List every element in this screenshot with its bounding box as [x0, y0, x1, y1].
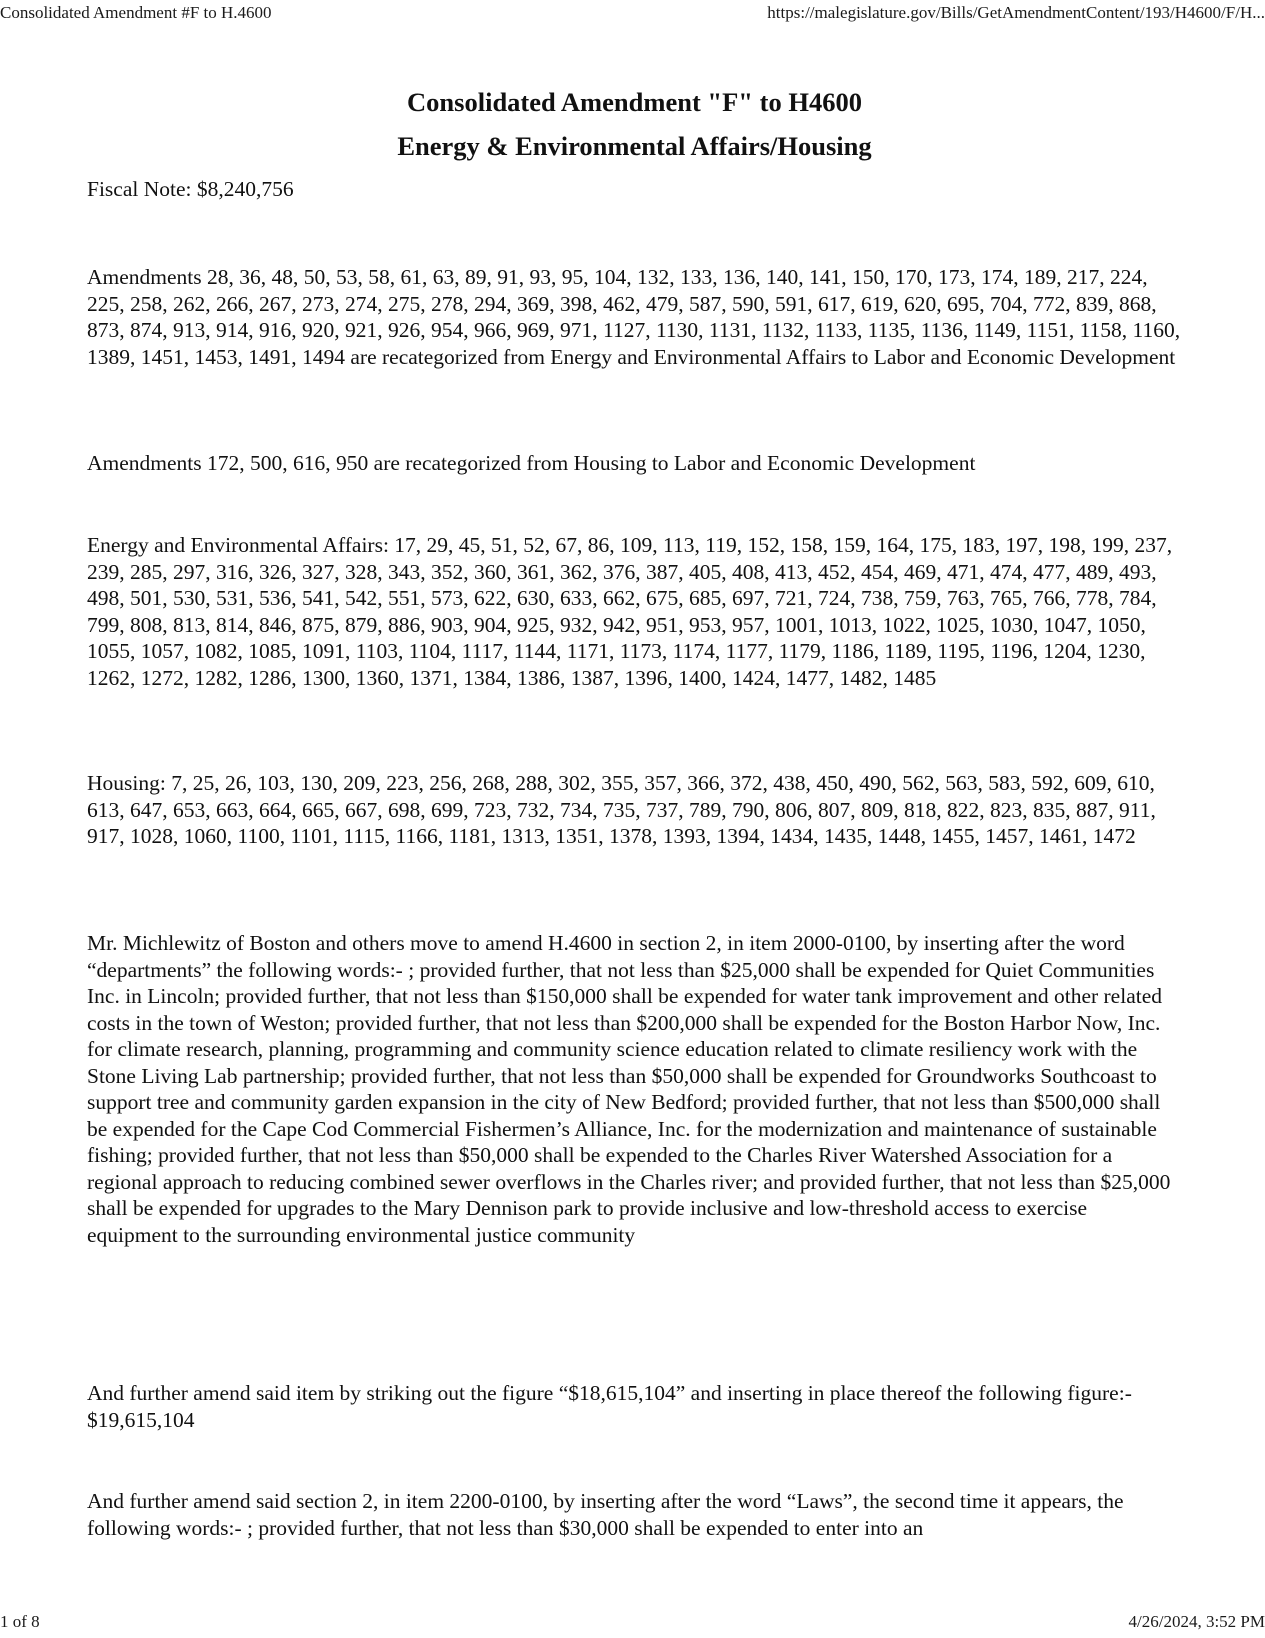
print-timestamp: 4/26/2024, 3:52 PM	[1128, 1612, 1265, 1631]
housing-amendments-list: Housing: 7, 25, 26, 103, 130, 209, 223, 256, 268, 288, 302, 355, 357, 366, 372, 438, 450, 490, 562, 563, 583, 592, 609, 610, 613, 647, 653, 663, 664, 665, 667, 698, 699, 723, 732, 734, 735, 737, 789, 790, 806, 807, 809, 818, 822, 823, 835, 887, 911, 917, 1028, 1060, 1100, 1101, 1115, 1166, 1181, 1313, 1351, 1378, 1393, 1394, 1434, 1435, 1448, 1455, 1457, 1461, 1472	[87, 771, 1156, 848]
fiscal-note: Fiscal Note: $8,240,756	[87, 177, 294, 201]
eea-amendments-list: Energy and Environmental Affairs: 17, 29, 45, 51, 52, 67, 86, 109, 113, 119, 152, 158, 159, 164, 175, 183, 197, 198, 199, 237, 239, 285, 297, 316, 326, 327, 328, 343, 352, 360, 361, 362, 376, 387, 405, 408, 413, 452, 454, 469, 471, 474, 477, 489, 493, 498, 501, 530, 531, 536, 541, 542, 551, 573, 622, 630, 633, 662, 675, 685, 697, 721, 724, 738, 759, 763, 765, 766, 778, 784, 799, 808, 813, 814, 846, 875, 879, 886, 903, 904, 925, 932, 942, 951, 953, 957, 1001, 1013, 1022, 1025, 1030, 1047, 1050, 1055, 1057, 1082, 1085, 1091, 1103, 1104, 1117, 1144, 1171, 1173, 1174, 1177, 1179, 1186, 1189, 1195, 1196, 1204, 1230, 1262, 1272, 1282, 1286, 1300, 1360, 1371, 1384, 1386, 1387, 1396, 1400, 1424, 1477, 1482, 1485	[87, 533, 1173, 690]
print-header	[0, 0, 1265, 26]
print-page-title: Consolidated Amendment #F to H.4600	[0, 3, 272, 22]
further-amend-figure-paragraph: And further amend said item by striking out the figure “$18,615,104” and inserting in place thereof the following figure:- $19,615,104	[87, 1381, 1132, 1432]
document-subtitle: Energy & Environmental Affairs/Housing	[397, 131, 872, 161]
recategorized-eea-paragraph: Amendments 28, 36, 48, 50, 53, 58, 61, 63, 89, 91, 93, 95, 104, 132, 133, 136, 140, 141, 150, 170, 173, 174, 189, 217, 224, 225, 258, 262, 266, 267, 273, 274, 275, 278, 294, 369, 398, 462, 479, 587, 590, 591, 617, 619, 620, 695, 704, 772, 839, 868, 873, 874, 913, 914, 916, 920, 921, 926, 954, 966, 969, 971, 1127, 1130, 1131, 1132, 1133, 1135, 1136, 1149, 1151, 1158, 1160, 1389, 1451, 1453, 1491, 1494 are recategorized from Energy and Environmental Affairs to Labor and Economic Development	[87, 265, 1181, 369]
print-url: https://malegislature.gov/Bills/GetAmendmentContent/193/H4600/F/H...	[767, 3, 1265, 22]
recategorized-housing-paragraph: Amendments 172, 500, 616, 950 are recategorized from Housing to Labor and Economic Development	[87, 451, 976, 475]
motion-paragraph: Mr. Michlewitz of Boston and others move to amend H.4600 in section 2, in item 2000-0100, by inserting after the word “departments” the following words:- ; provided further, that not less than $25,000 shall be expended for Quiet Communities Inc. in Lincoln; provided further, that not less than $150,000 shall be expended for water tank improvement and other related costs in the town of Weston; provided further, that not less than $200,000 shall be expended for the Boston Harbor Now, Inc. for climate research, planning, programming and community science education related to climate resiliency work with the Stone Living Lab partnership; provided further, that not less than $50,000 shall be expended for Groundworks Southcoast to support tree and community garden expansion in the city of New Bedford; provided further, that not less than $500,000 shall be expended for the Cape Cod Commercial Fishermen’s Alliance, Inc. for the modernization and maintenance of sustainable fishing; provided further, that not less than $50,000 shall be expended to the Charles River Watershed Association for a regional approach to reducing combined sewer overflows in the Charles river; and provided further, that not less than $25,000 shall be expended for upgrades to the Mary Dennison park to provide inclusive and low-threshold access to exercise equipment to the surrounding environmental justice community	[87, 931, 1171, 1247]
page-indicator: 1 of 8	[0, 1612, 40, 1631]
further-amend-section-paragraph: And further amend said section 2, in item 2200-0100, by inserting after the word “Laws”, the second time it appears, the following words:- ; provided further, that not less than $30,000 shall be expended to enter into an	[87, 1489, 1124, 1540]
document-page	[87, 78, 1182, 1540]
document-title: Consolidated Amendment "F" to H4600	[407, 87, 862, 117]
print-footer	[0, 1609, 1265, 1635]
